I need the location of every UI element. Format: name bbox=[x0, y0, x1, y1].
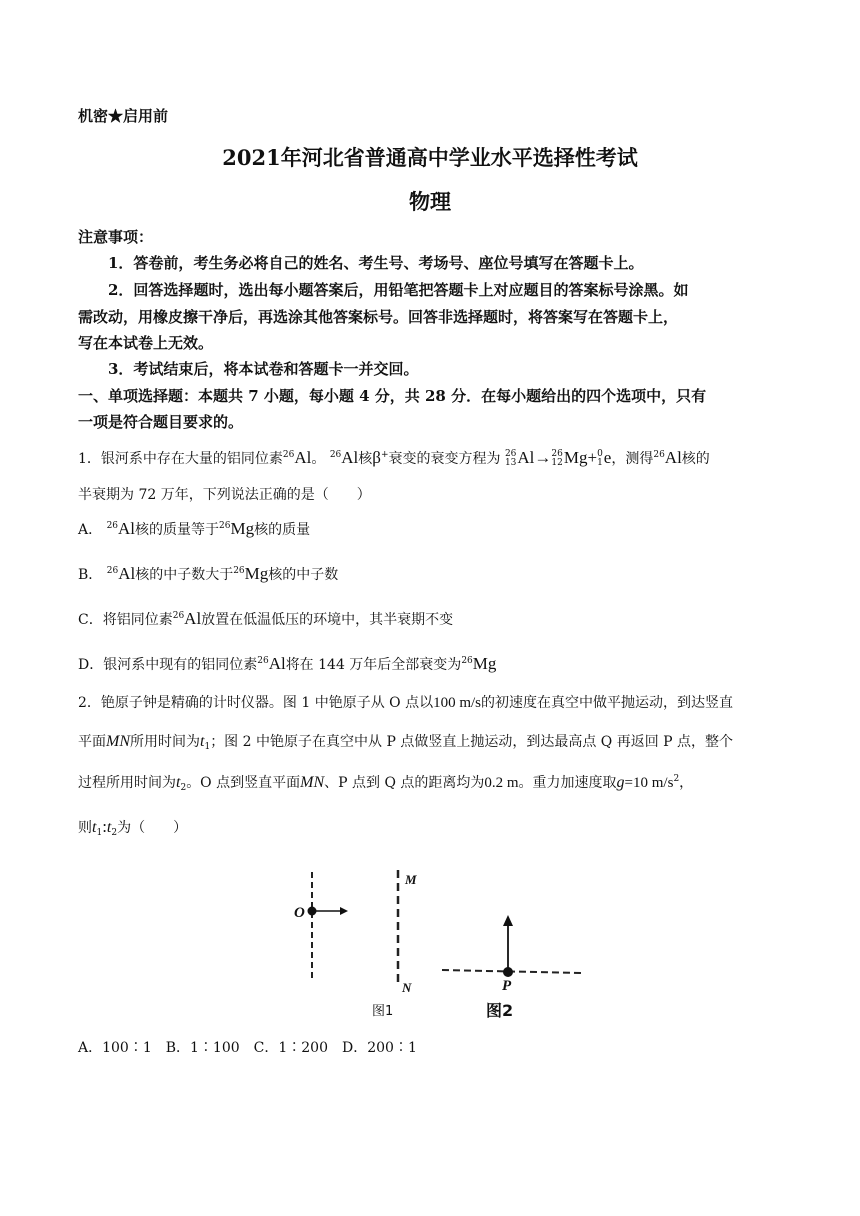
question-1-option-c: C．将铝同位素$^{26}$Al放置在低温低压的环境中，其半衰期不变 bbox=[78, 609, 454, 628]
caption-figure-1: 图1 bbox=[372, 1004, 394, 1019]
notice-item-1: 1．答卷前，考生务必将自己的姓名、考生号、考场号、座位号填写在答题卡上。 bbox=[108, 254, 644, 272]
question-2-figure bbox=[290, 862, 600, 1032]
exam-subject: 物理 bbox=[409, 189, 451, 214]
point-p bbox=[503, 967, 513, 977]
question-2-options: A．100∶1 B．1∶100 C．1∶200 D．200∶1 bbox=[78, 1040, 417, 1056]
notice-item-3: 3．考试结束后，将本试卷和答题卡一并交回。 bbox=[108, 360, 419, 378]
arrowhead-right bbox=[340, 907, 348, 915]
label-p: P bbox=[502, 978, 512, 994]
caption-figure-2: 图2 bbox=[486, 1001, 514, 1020]
question-1-option-b: B． $^{26}$Al核的中子数大于$^{26}$Mg核的中子数 bbox=[78, 564, 339, 583]
point-o bbox=[308, 907, 317, 916]
notice-item-2-line-3: 写在本试卷上无效。 bbox=[78, 334, 214, 352]
exam-title: 2021年河北省普通高中学业水平选择性考试 bbox=[222, 145, 638, 170]
arrowhead-up bbox=[503, 915, 513, 926]
question-2-line-2: 平面MN所用时间为$t_1$；图 2 中铯原子在真空中从 P 点做竖直上抛运动，到达最高点 Q 再返回 P 点，整个 bbox=[78, 733, 734, 752]
label-o: O bbox=[294, 905, 305, 921]
notice-heading: 注意事项： bbox=[78, 228, 154, 246]
label-m: M bbox=[405, 872, 417, 887]
section-heading-line-2: 一项是符合题目要求的。 bbox=[78, 413, 244, 431]
question-2-line-1: 2．铯原子钟是精确的计时仪器。图 1 中铯原子从 O 点以100 m/s的初速度在真空中做平抛运动，到达竖直 bbox=[78, 695, 734, 711]
question-2-line-3: 过程所用时间为$t_2$。O 点到竖直平面MN、P 点到 Q 点的距离均为0.2 m。重力加速度取g=10 $m/s^2$， bbox=[78, 774, 694, 793]
section-heading-line-1: 一、单项选择题：本题共 7 小题，每小题 4 分，共 28 分．在每小题给出的四个选项中，只有 bbox=[78, 387, 707, 405]
notice-item-2-line-2: 需改动，用橡皮擦干净后，再选涂其他答案标号。回答非选择题时，将答案写在答题卡上， bbox=[78, 308, 679, 326]
label-n: N bbox=[402, 980, 412, 995]
question-1-option-d: D．银河系中现有的铝同位素$^{26}$Al将在 144 万年后全部衰变为$^{26}$Mg bbox=[78, 654, 497, 673]
notice-item-2-line-1: 2．回答选择题时，选出每小题答案后，用铅笔把答题卡上对应题目的答案标号涂黑。如 bbox=[108, 281, 689, 299]
question-1-line-1: 1．银河系中存在大量的铝同位素$^{26}$Al。 $^{26}$Al核β+衰变的衰变方程为 26 13Al→26 12Mg+0 1e，测得$^{26}$Al核的 bbox=[78, 448, 710, 468]
question-2-line-4: 则$t_1:t_2$为（ ） bbox=[78, 817, 188, 838]
secret-label: 机密★启用前 bbox=[78, 107, 169, 125]
question-1-line-2: 半衰期为 72 万年，下列说法正确的是（ ） bbox=[78, 487, 371, 503]
question-1-option-a: A． $^{26}$Al核的质量等于$^{26}$Mg核的质量 bbox=[78, 519, 311, 538]
